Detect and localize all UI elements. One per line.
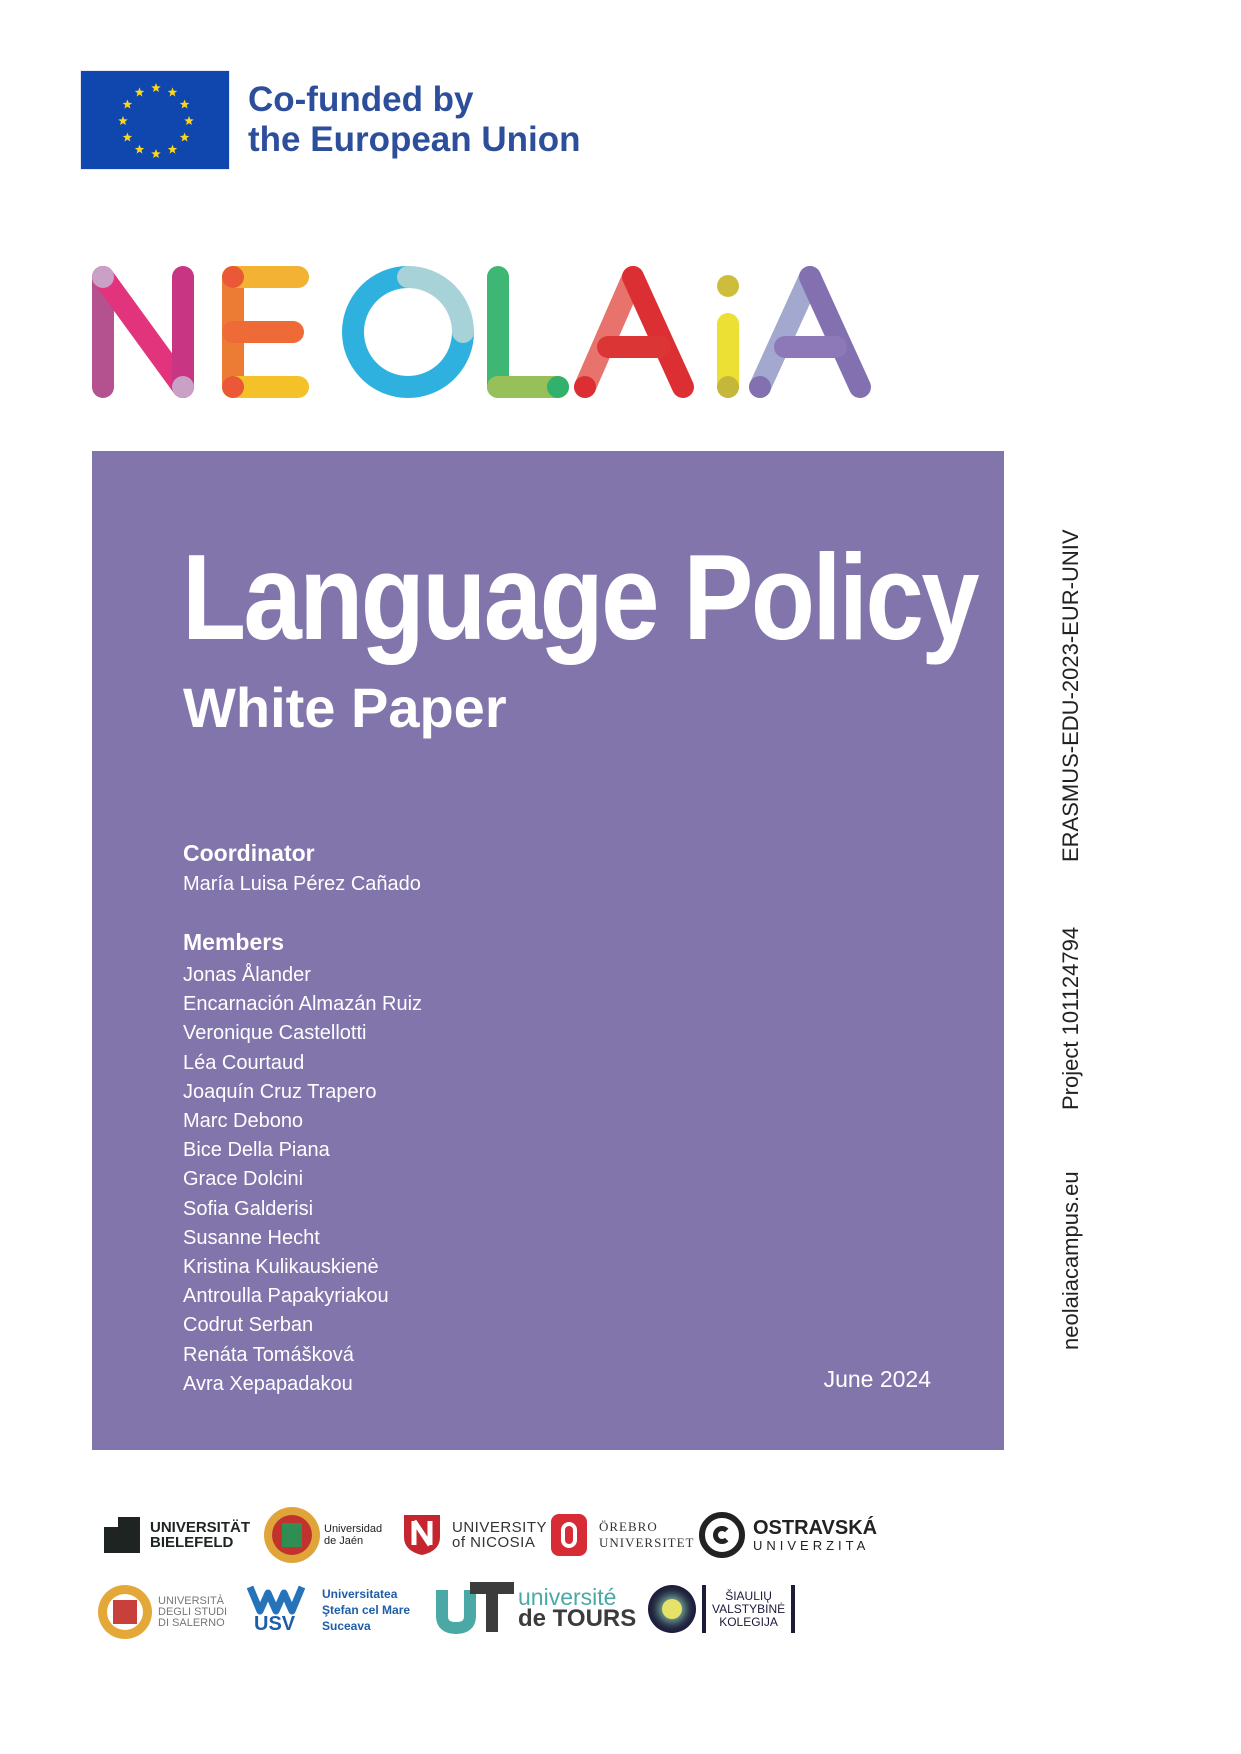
member-name: Antroulla Papakyriakou bbox=[183, 1285, 389, 1308]
usv-line1: Universitatea bbox=[322, 1587, 398, 1601]
partner-logo-salerno bbox=[98, 1585, 227, 1639]
nicosia-line1: UNIVERSITY bbox=[452, 1519, 548, 1536]
partner-logo-usv bbox=[246, 1583, 410, 1637]
member-name: Susanne Hecht bbox=[183, 1226, 320, 1249]
website-link[interactable]: neolaiacampus.eu bbox=[1058, 1171, 1083, 1350]
eu-star-icon bbox=[168, 145, 178, 154]
siauliu-line2: VALSTYBINĖ bbox=[712, 1601, 786, 1616]
siauliu-line1: ŠIAULIŲ bbox=[725, 1588, 772, 1603]
bielefeld-line2: BIELEFELD bbox=[150, 1534, 234, 1551]
member-name: Grace Dolcini bbox=[183, 1168, 304, 1191]
eu-star-icon bbox=[135, 145, 145, 154]
usv-line3: Suceava bbox=[322, 1619, 371, 1633]
member-name: Léa Courtaud bbox=[183, 1051, 305, 1074]
programme-code: ERASMUS-EDU-2023-EUR-UNIV bbox=[1058, 529, 1083, 862]
nicosia-shield-icon bbox=[402, 1513, 442, 1557]
salerno-line3: DI SALERNO bbox=[158, 1616, 225, 1629]
tours-line1: université bbox=[518, 1584, 617, 1610]
eu-star-icon bbox=[184, 116, 194, 125]
salerno-seal-icon bbox=[98, 1585, 152, 1639]
eu-funding-line2: the European Union bbox=[248, 120, 581, 159]
eu-funding-text bbox=[248, 80, 581, 160]
partner-logo-ostrava bbox=[699, 1512, 877, 1558]
jaen-line1: Universidad bbox=[324, 1523, 383, 1535]
salerno-line2: DEGLI STUDI bbox=[158, 1605, 228, 1618]
salerno-line1: UNIVERSITÀ bbox=[158, 1594, 225, 1607]
member-name: Bice Della Piana bbox=[183, 1139, 330, 1162]
member-name: Encarnación Almazán Ruiz bbox=[183, 993, 423, 1016]
member-name: Avra Xepapadakou bbox=[183, 1372, 353, 1395]
eu-funding-logo bbox=[80, 70, 581, 170]
eu-star-icon bbox=[123, 133, 133, 142]
coordinator-heading: Coordinator bbox=[183, 840, 315, 866]
usv-icon bbox=[246, 1583, 306, 1637]
partner-logo-jaen bbox=[264, 1507, 382, 1563]
member-name: Codrut Serban bbox=[183, 1314, 314, 1337]
coordinator-name: María Luisa Pérez Cañado bbox=[183, 873, 421, 895]
project-number: Project 101124794 bbox=[1058, 926, 1083, 1110]
eu-star-icon bbox=[135, 87, 145, 96]
publication-date: June 2024 bbox=[823, 1366, 931, 1392]
eu-star-icon bbox=[151, 83, 161, 92]
document-subtitle: White Paper bbox=[183, 676, 507, 739]
usv-line2: Ştefan cel Mare bbox=[322, 1603, 411, 1617]
member-name: Marc Debono bbox=[183, 1110, 304, 1133]
eu-star-icon bbox=[123, 100, 133, 109]
member-name: Renáta Tomášková bbox=[183, 1343, 354, 1366]
tours-line2: de TOURS bbox=[518, 1605, 637, 1632]
eu-flag-icon bbox=[80, 70, 230, 170]
member-name: Kristina Kulikauskienė bbox=[183, 1256, 379, 1279]
bielefeld-line1: UNIVERSITÄT bbox=[150, 1519, 251, 1536]
members-list bbox=[183, 961, 422, 1399]
member-name: Joaquín Cruz Trapero bbox=[183, 1080, 377, 1103]
eu-star-icon bbox=[168, 87, 178, 96]
ostrava-line1: OSTRAVSKÁ bbox=[753, 1517, 878, 1539]
document-title: Language Policy bbox=[182, 529, 978, 665]
eu-star-icon bbox=[118, 116, 128, 125]
member-name: Jonas Ålander bbox=[183, 964, 311, 986]
usv-mark: USV bbox=[254, 1613, 296, 1635]
ostrava-swirl-icon bbox=[699, 1512, 745, 1558]
member-name: Veronique Castellotti bbox=[183, 1022, 367, 1045]
eu-star-icon bbox=[151, 149, 161, 158]
ostrava-line2: UNIVERZITA bbox=[753, 1538, 870, 1553]
jaen-seal-icon bbox=[264, 1507, 320, 1563]
partner-logo-tours bbox=[434, 1582, 636, 1634]
bielefeld-icon bbox=[104, 1517, 140, 1553]
eu-funding-line1: Co-funded by bbox=[248, 80, 474, 119]
partner-logo-nicosia bbox=[402, 1513, 547, 1557]
jaen-line2: de Jaén bbox=[324, 1535, 364, 1547]
partner-logo-orebro bbox=[549, 1512, 695, 1558]
orebro-line1: ÖREBRO bbox=[599, 1519, 658, 1534]
tours-ut-icon bbox=[434, 1582, 516, 1634]
member-name: Sofia Galderisi bbox=[183, 1197, 314, 1220]
orebro-emblem-icon bbox=[549, 1512, 589, 1558]
neolaia-logo bbox=[88, 262, 896, 402]
members-heading: Members bbox=[183, 929, 284, 955]
siauliu-line3: KOLEGIJA bbox=[719, 1614, 778, 1629]
cover-panel bbox=[92, 451, 1004, 1450]
partner-logo-siauliu bbox=[648, 1585, 795, 1633]
eu-star-icon bbox=[180, 100, 190, 109]
partner-logo-bielefeld bbox=[104, 1517, 250, 1553]
eu-star-icon bbox=[180, 133, 190, 142]
siauliu-sun-icon bbox=[648, 1585, 696, 1633]
orebro-line2: UNIVERSITET bbox=[599, 1535, 695, 1550]
nicosia-line2: of NICOSIA bbox=[452, 1534, 536, 1551]
